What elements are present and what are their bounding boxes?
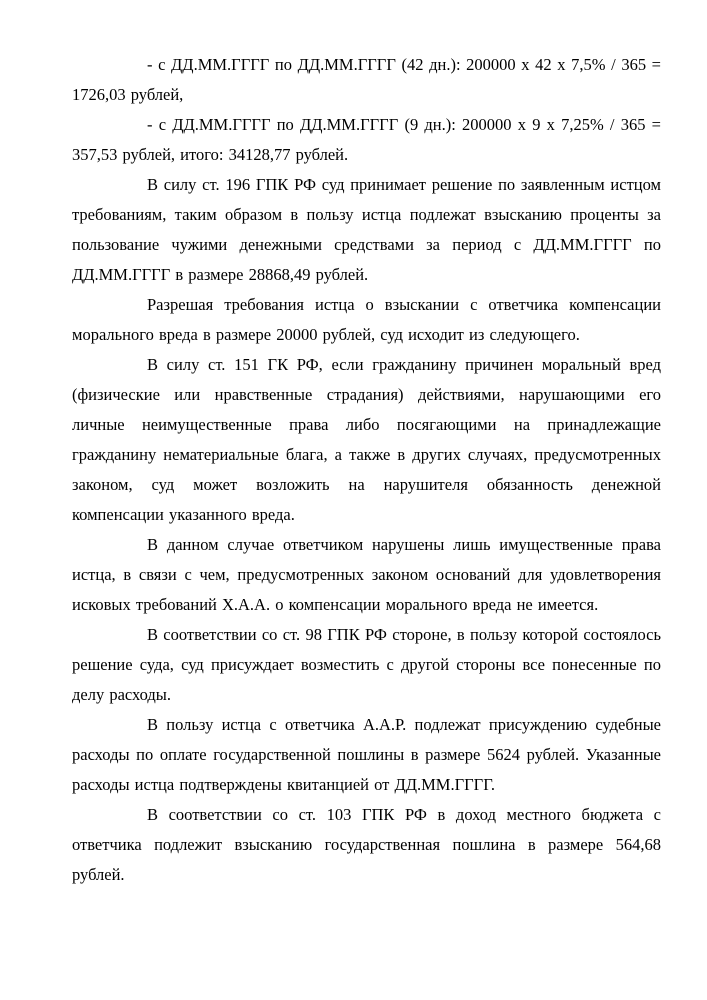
- paragraph-interest-calc-9-days: - с ДД.ММ.ГГГГ по ДД.ММ.ГГГГ (9 дн.): 200000 х 9 х 7,25% / 365 = 357,53 рублей, итого: 34128,77 рублей.: [72, 115, 661, 164]
- paragraph-moral-damage-denied: В данном случае ответчиком нарушены лишь имущественные права истца, в связи с чем, предусмотренных законом оснований для удовлетворения исковых требований Х.А.А. о компенсации морального вреда не имеется.: [72, 535, 661, 614]
- paragraph-interest-calc-42-days: - с ДД.ММ.ГГГГ по ДД.ММ.ГГГГ (42 дн.): 200000 х 42 х 7,5% / 365 = 1726,03 рублей,: [72, 55, 661, 104]
- paragraph-art-196-gpk: В силу ст. 196 ГПК РФ суд принимает решение по заявленным истцом требованиям, таким образом в пользу истца подлежат взысканию проценты за пользование чужими денежными средствами за период с ДД.ММ.ГГГГ по ДД.ММ.ГГГГ в размере 28868,49 рублей.: [72, 175, 661, 284]
- paragraph-art-151-gk: В силу ст. 151 ГК РФ, если гражданину причинен моральный вред (физические или нравственные страдания) действиями, нарушающими его личные неимущественные права либо посягающими на принадлежащие гражданину нематериальные блага, а также в других случаях, предусмотренных законом, суд может возложить на нарушителя обязанность денежной компенсации указанного вреда.: [72, 355, 661, 524]
- paragraph-art-98-gpk: В соответствии со ст. 98 ГПК РФ стороне, в пользу которой состоялось решение суда, суд присуждает возместить с другой стороны все понесенные по делу расходы.: [72, 625, 661, 704]
- paragraph-moral-damage-claim: Разрешая требования истца о взыскании с ответчика компенсации морального вреда в размере 20000 рублей, суд исходит из следующего.: [72, 295, 661, 344]
- paragraph-art-103-gpk: В соответствии со ст. 103 ГПК РФ в доход местного бюджета с ответчика подлежит взысканию государственная пошлина в размере 564,68 рублей.: [72, 805, 661, 884]
- paragraph-court-fees-awarded: В пользу истца с ответчика А.А.Р. подлежат присуждению судебные расходы по оплате государственной пошлины в размере 5624 рублей. Указанные расходы истца подтверждены квитанцией от ДД.ММ.ГГГГ.: [72, 715, 661, 794]
